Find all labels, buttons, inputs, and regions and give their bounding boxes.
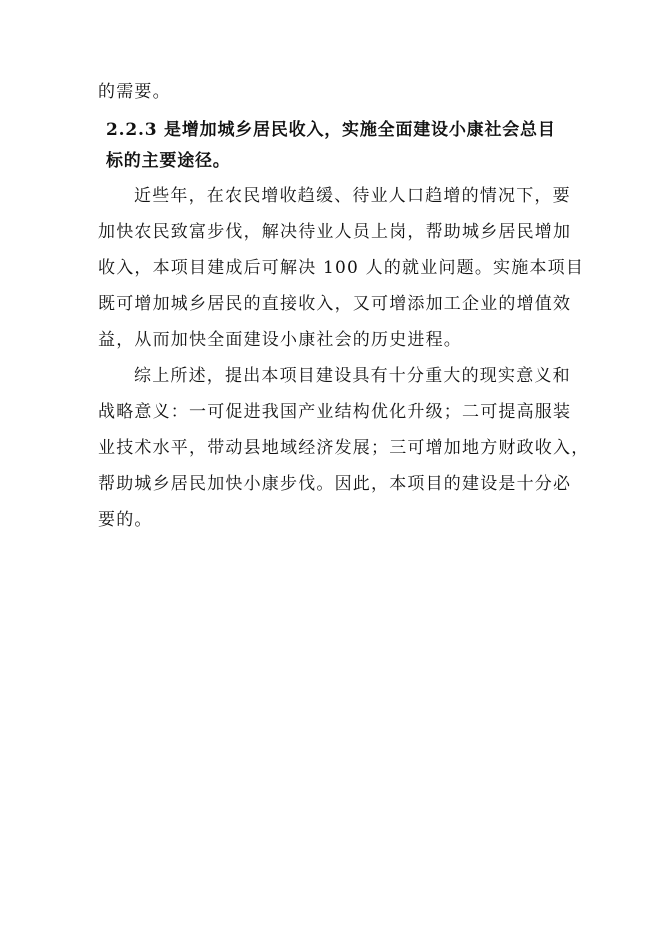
paragraph-1-line-1: 近些年，在农民增收趋缓、待业人口趋增的情况下，要 <box>134 186 571 206</box>
section-heading-line-2: 标的主要途径。 <box>106 151 231 171</box>
paragraph-2-line-3: 业技术水平，带动县地域经济发展；三可增加地方财政收入， <box>98 438 590 458</box>
paragraph-2-line-2: 战略意义：一可促进我国产业结构优化升级；二可提高服装 <box>98 402 572 422</box>
paragraph-2-line-4: 帮助城乡居民加快小康步伐。因此，本项目的建设是十分必 <box>98 474 572 494</box>
continuation-text: 的需要。 <box>98 82 171 102</box>
paragraph-2-line-5: 要的。 <box>98 510 153 530</box>
paragraph-1-line-5: 益，从而加快全面建设小康社会的历史进程。 <box>98 330 462 350</box>
section-heading-line-1: 2.2.3 是增加城乡居民收入，实施全面建设小康社会总目 <box>106 120 556 140</box>
paragraph-2-line-1: 综上所述，提出本项目建设具有十分重大的现实意义和 <box>134 366 571 386</box>
paragraph-1-line-3: 收入，本项目建成后可解决 100 人的就业问题。实施本项目 <box>98 258 585 278</box>
paragraph-1-line-4: 既可增加城乡居民的直接收入，又可增添加工企业的增值效 <box>98 294 572 314</box>
paragraph-1-line-2: 加快农民致富步伐，解决待业人员上岗，帮助城乡居民增加 <box>98 222 572 242</box>
